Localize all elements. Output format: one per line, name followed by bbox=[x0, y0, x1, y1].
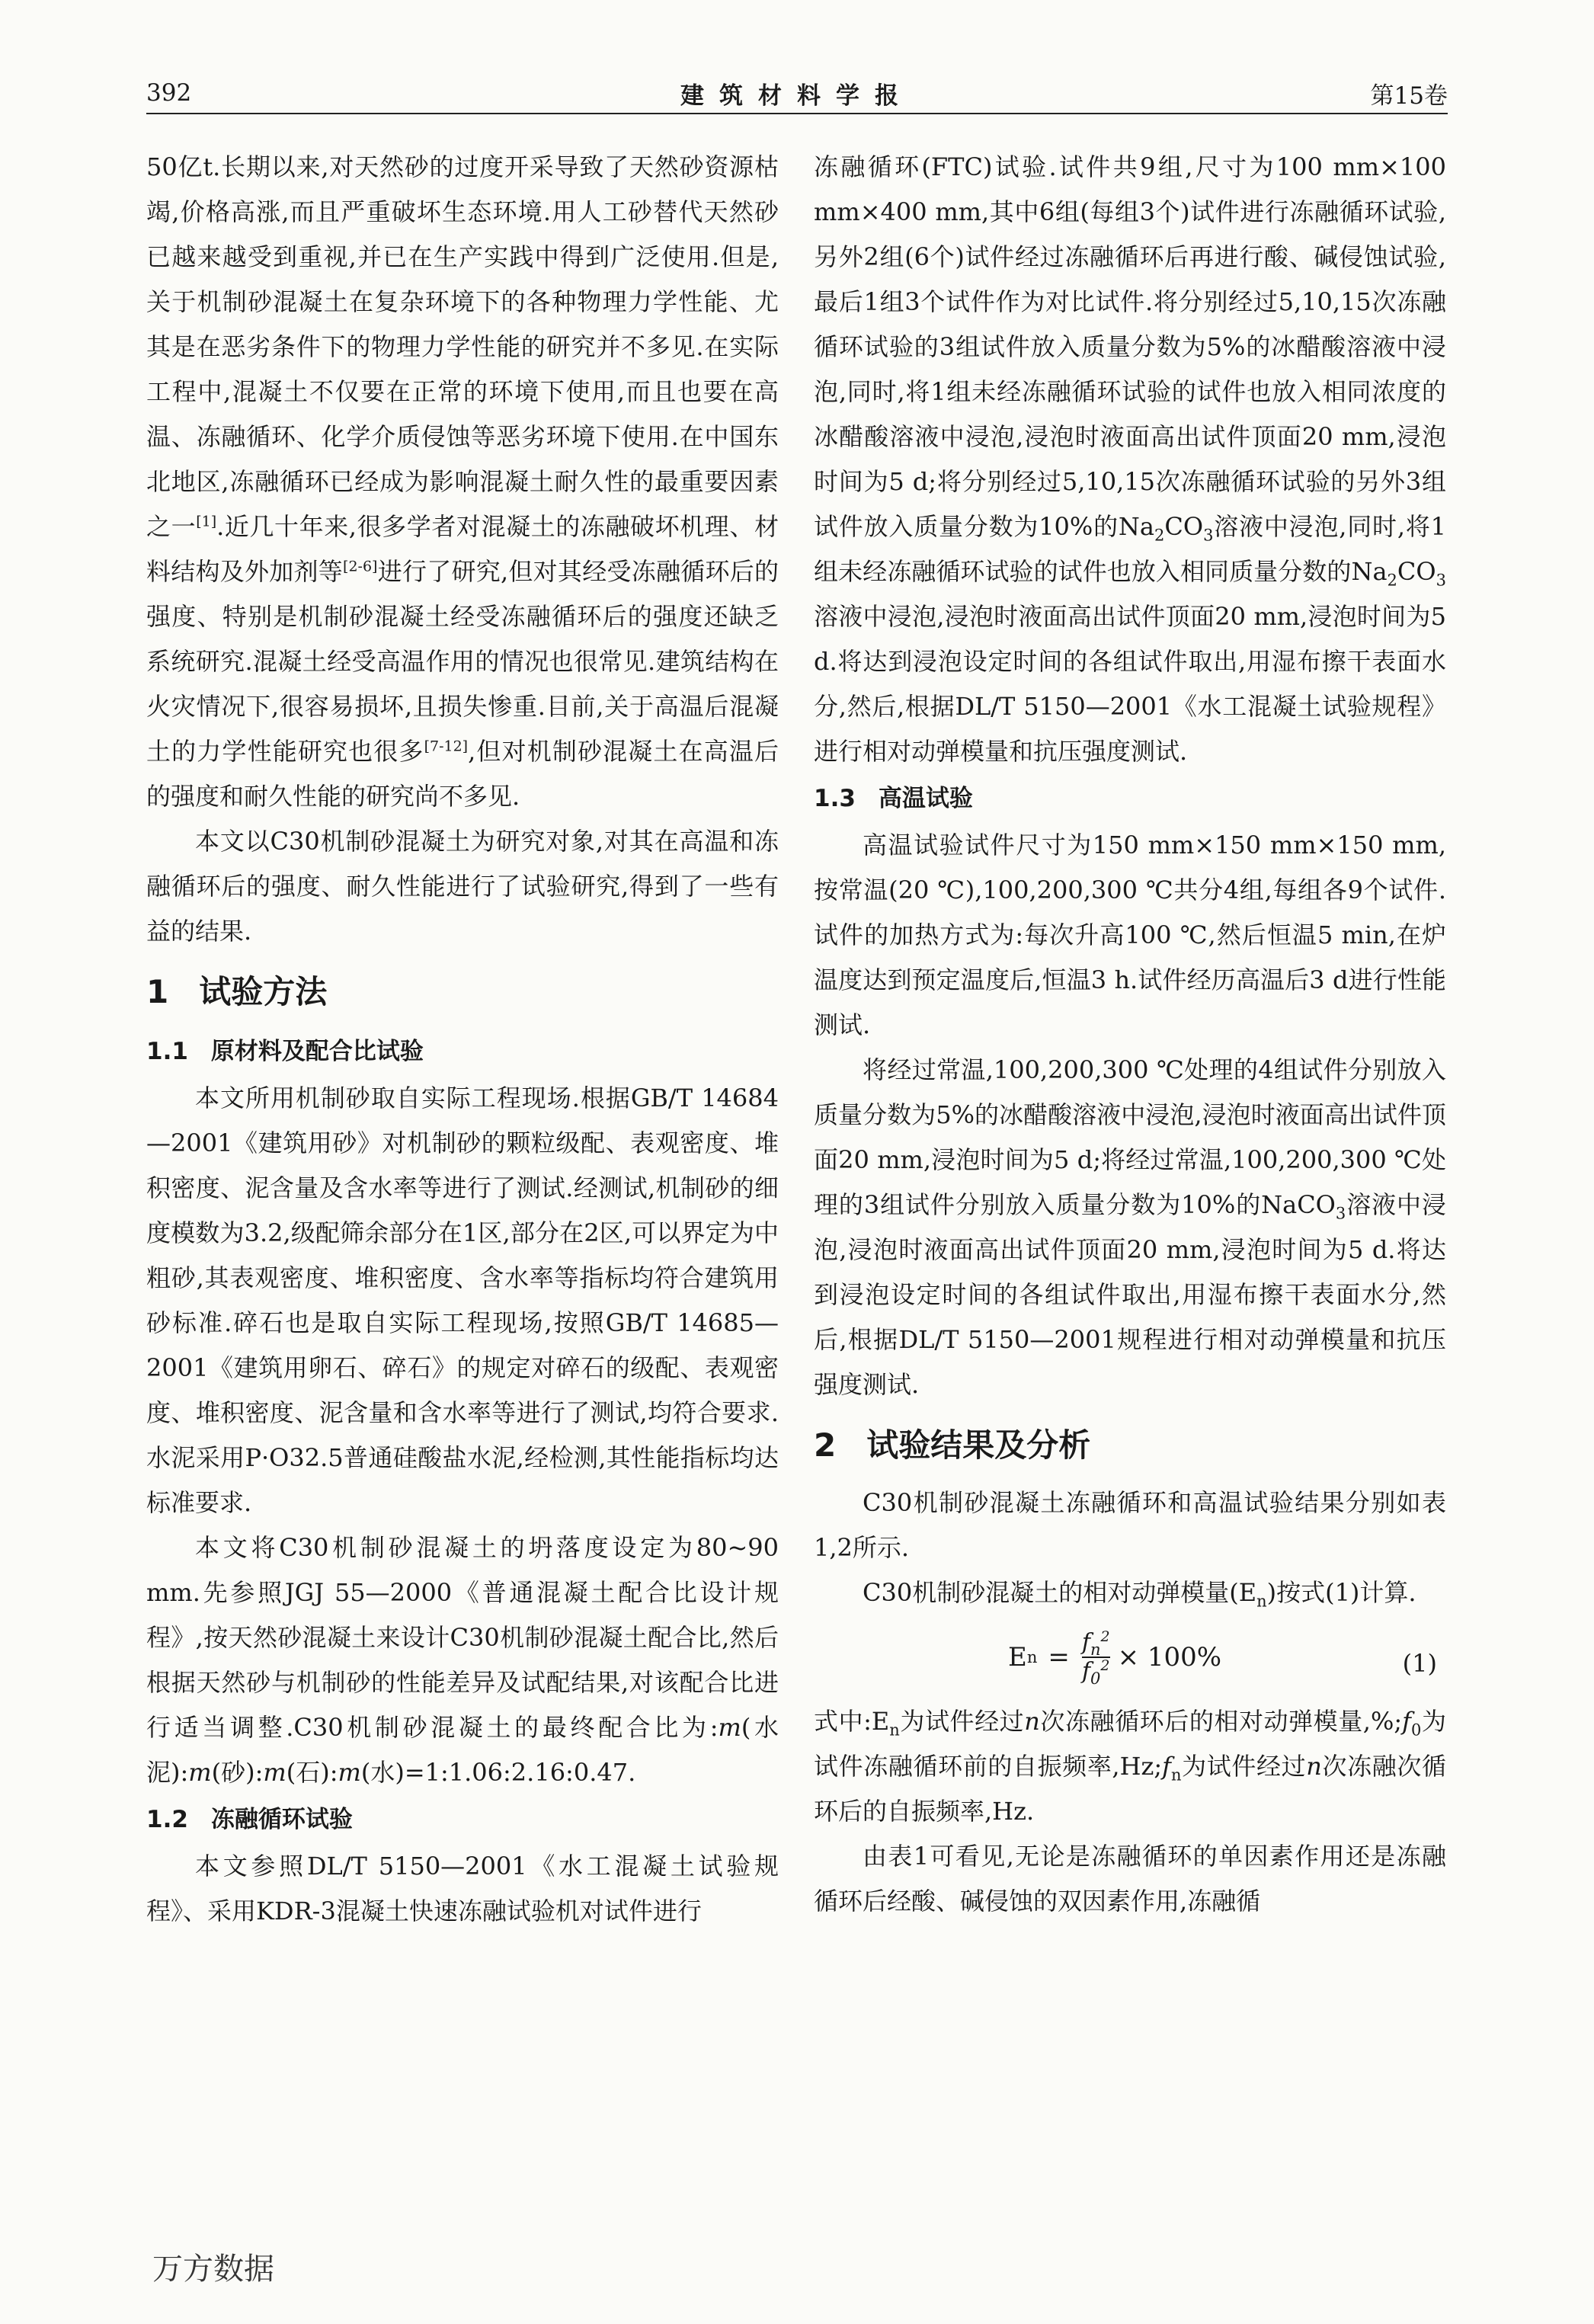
running-header bbox=[146, 73, 1448, 114]
volume-label: 第15卷 bbox=[1370, 82, 1448, 110]
watermark-text: 万方数据 bbox=[152, 2252, 274, 2287]
equation-fraction: $\frac{f_n^2}{f_0^2}$ bbox=[1081, 1628, 1110, 1688]
section-1-3-heading: 1.3 高温试验 bbox=[814, 785, 973, 812]
results-intro-paragraph: C30机制砂混凝土冻融循环和高温试验结果分别如表1,2所示. bbox=[814, 1488, 1446, 1562]
high-temp-soak-paragraph: 将经过常温,100,200,300 ℃处理的4组试件分别放入质量分数为5%的冰醋酸溶液中浸泡,浸泡时液面高出试件顶面20 mm,浸泡时间为5 d;将经过常温,100,200,300 ℃处理的3组试件分别放入质量分数为10%的NaCO$_3$溶液中浸泡,浸泡时液面高出试件顶面20 mm,浸泡时间为5 d.将达到浸泡设定时间的各组试件取出,用湿布擦干表面水分,然后,根据DL/T 5150—2001规程进行相对动弹模量和抗压强度测试. bbox=[814, 1055, 1446, 1399]
journal-title: 建筑材料学报 bbox=[680, 82, 914, 110]
section-1-1-heading: 1.1 原材料及配合比试验 bbox=[146, 1038, 424, 1065]
section-1-heading: 1 试验方法 bbox=[146, 973, 328, 1010]
materials-paragraph: 本文所用机制砂取自实际工程现场.根据GB/T 14684—2001《建筑用砂》对机制砂的颗粒级配、表观密度、堆积密度、泥含量及含水率等进行了测试.经测试,机制砂的细度模数为3.2,级配筛余部分在1区,部分在2区,可以界定为中粗砂,其表观密度、堆积密度、含水率等指标均符合建筑用砂标准.碎石也是取自实际工程现场,按照GB/T 14685—2001《建筑用卵石、碎石》的规定对碎石的级配、表观密度、堆积密度、泥含量和含水率等进行了测试,均符合要求.水泥采用P·O32.5普通硅酸盐水泥,经检测,其性能指标均达标准要求. bbox=[146, 1084, 779, 1517]
citation-1[interactable]: [1] bbox=[196, 513, 217, 530]
modulus-intro-paragraph: C30机制砂混凝土的相对动弹模量$(E_n)$按式(1)计算. bbox=[863, 1578, 1416, 1611]
right-column bbox=[814, 145, 1446, 1924]
section-1-2-heading: 1.2 冻融循环试验 bbox=[146, 1806, 353, 1833]
table1-discussion-paragraph: 由表1可看见,无论是冻融循环的单因素作用还是冻融循环后经酸、碱侵蚀的双因素作用,冻融循 bbox=[814, 1842, 1446, 1916]
equation-legend-paragraph: 式中$:E_n$为试件经过n次冻融循环后的相对动弹模量$,\%;f_0$为试件冻融循环前的自振频率$,Hz;f_n$为试件经过n次冻融次循环后的自振频率,Hz. bbox=[814, 1707, 1446, 1826]
section-2-heading: 2 试验结果及分析 bbox=[814, 1426, 1091, 1464]
ftc-paragraph-start: 本文参照DL/T 5150—2001《水工混凝土试验规程》、采用KDR-3混凝土快速冻融试验机对试件进行 bbox=[146, 1852, 779, 1925]
page-number: 392 bbox=[146, 79, 192, 107]
left-column bbox=[146, 145, 779, 1934]
equation-number: (1) bbox=[1402, 1649, 1437, 1678]
intro-paragraph-2: 本文以C30机制砂混凝土为研究对象,对其在高温和冻融循环后的强度、耐久性能进行了试验研究,得到了一些有益的结果. bbox=[146, 827, 779, 946]
ftc-paragraph-continued: 冻融循环(FTC)试验.试件共9组,尺寸为100 mm×100 mm×400 mm,其中6组(每组3个)试件进行冻融循环试验,另外2组(6个)试件经过冻融循环后再进行酸、碱侵蚀试验,最后1组3个试件作为对比试件.将分别经过5,10,15次冻融循环试验的3组试件放入质量分数为5%的冰醋酸溶液中浸泡,同时,将1组未经冻融循环试验的试件也放入相同浓度的冰醋酸溶液中浸泡,浸泡时液面高出试件顶面20 mm,浸泡时间为5 d;将分别经过5,10,15次冻融循环试验的另外3组试件放入质量分数为10%的$Na_2CO_3$溶液中浸泡,同时,将1组未经冻融循环试验的试件也放入相同质量分数的$Na_2CO_3$溶液中浸泡,浸泡时液面高出试件顶面20 mm,浸泡时间为5 d.将达到浸泡设定时间的各组试件取出,用湿布擦干表面水分,然后,根据DL/T 5150—2001《水工混凝土试验规程》进行相对动弹模量和抗压强度测试. bbox=[814, 152, 1446, 766]
equation-1: E n = $\frac{f_n^2}{f_0^2}$ × 100% (1) bbox=[1008, 1628, 1437, 1688]
intro-paragraph-continued: 50亿t.长期以来,对天然砂的过度开采导致了天然砂资源枯竭,价格高涨,而且严重破坏生态环境.用人工砂替代天然砂已越来越受到重视,并已在生产实践中得到广泛使用.但是,关于机制砂混凝土在复杂环境下的各种物理力学性能、尤其是在恶劣条件下的物理力学性能的研究并不多见.在实际工程中,混凝土不仅要在正常的环境下使用,而且也要在高温、冻融循环、化学介质侵蚀等恶劣环境下使用.在中国东北地区,冻融循环已经成为影响混凝土耐久性的最重要因素之一[1].近几十年来,很多学者对混凝土的冻融破坏机理、材料结构及外加剂等[2-6]进行了研究,但对其经受冻融循环后的强度、特别是机制砂混凝土经受冻融循环后的强度还缺乏系统研究.混凝土经受高温作用的情况也很常见.建筑结构在火灾情况下,很容易损坏,且损失惨重.目前,关于高温后混凝土的力学性能研究也很多[7-12],但对机制砂混凝土在高温后的强度和耐久性能的研究尚不多见. bbox=[146, 152, 779, 811]
mix-ratio-paragraph: 本文将C30机制砂混凝土的坍落度设定为80~90 mm.先参照JGJ 55—2000《普通混凝土配合比设计规程》,按天然砂混凝土来设计C30机制砂混凝土配合比,然后根据天然砂与机制砂的性能差异及试配结果,对该配合比进行适当调整.C30机制砂混凝土的最终配合比为:m(水泥):m(砂):m(石):m(水)=1:1.06:2.16:0.47. bbox=[146, 1533, 779, 1787]
high-temp-paragraph: 高温试验试件尺寸为150 mm×150 mm×150 mm,按常温(20 ℃),100,200,300 ℃共分4组,每组各9个试件.试件的加热方式为:每次升高100 ℃,然后恒温5 min,在炉温度达到预定温度后,恒温3 h.试件经历高温后3 d进行性能测试. bbox=[814, 831, 1446, 1039]
citation-2-6[interactable]: [2-6] bbox=[343, 558, 378, 575]
citation-7-12[interactable]: [7-12] bbox=[424, 738, 469, 755]
